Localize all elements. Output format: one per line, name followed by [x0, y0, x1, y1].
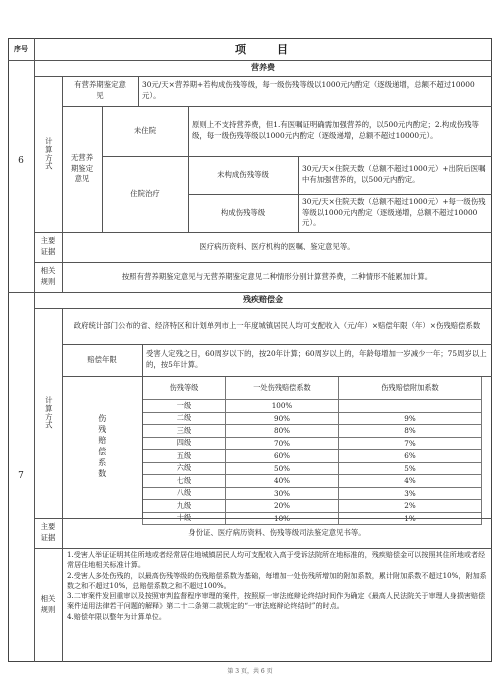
grid-line	[62, 76, 63, 292]
years-text: 受害人定残之日，60周岁以下的，按20年计算；60周岁以上的，年龄每增加一岁减少一年；75周岁以上的，按5年计算。	[146, 349, 487, 369]
hosp-no-disability-label: 未构成伤残等级	[217, 169, 269, 179]
header-seq: 序号	[14, 43, 28, 53]
section7-number: 7	[18, 471, 24, 482]
grade-row	[143, 400, 482, 413]
grid-line	[62, 376, 492, 377]
section7-title: 残疾赔偿金	[243, 294, 283, 305]
single-coef-cell: 60%	[226, 450, 339, 463]
years-label: 赔偿年限	[87, 354, 117, 364]
rule-item: 1.受害人举证证明其住所地或者经常居住地城镇居民人均可支配收入高于受诉法院所在地标准的，残疾赔偿金可以按照其住所地或者经常居住地相关标准计算。	[67, 550, 486, 570]
disability-grade-table	[142, 376, 482, 525]
grade-row	[143, 487, 482, 500]
grid-line	[34, 38, 35, 662]
extra-coef-cell: 3%	[339, 487, 482, 500]
grade-cell: 九级	[143, 500, 226, 513]
grid-line	[102, 156, 492, 157]
grid-line	[188, 106, 189, 232]
rule-item: 4.赔偿年限以整年为计算单位。	[67, 611, 166, 621]
grid-line	[62, 106, 492, 107]
grade-cell: 八级	[143, 487, 226, 500]
grade-row	[143, 500, 482, 513]
coefficient-label	[62, 376, 142, 518]
section6-rules-text: 按照有营养期鉴定意见与无营养期鉴定意见二种情形分别计算营养费，二种情形不能累加计算。	[121, 271, 433, 281]
grade-row	[143, 437, 482, 450]
section6-calc-label: 计算方式	[44, 137, 54, 171]
extra-coef-cell: 4%	[339, 475, 482, 488]
grid-line	[34, 262, 492, 263]
grade-row	[143, 450, 482, 463]
col-single-header: 一处伤残赔偿系数	[226, 377, 339, 400]
grid-line	[8, 60, 492, 61]
not-hospitalized-label: 未住院	[133, 125, 157, 135]
single-coef-cell: 80%	[226, 425, 339, 438]
hosp-disability-text: 30元/天×住院天数（总额不超过1000元）+每一级伤残等级以1000元内酌定（逐级递增，总额不超过10000元）。	[302, 196, 486, 228]
grade-row	[143, 475, 482, 488]
grade-row	[143, 462, 482, 475]
extra-coef-cell: 5%	[339, 462, 482, 475]
hospitalized-label: 住院治疗	[130, 188, 160, 198]
extra-coef-cell: 7%	[339, 437, 482, 450]
grade-cell: 六级	[143, 462, 226, 475]
with-opinion-text: 30元/天×营养期+若构成伤残等级，每一级伤残等级以1000元内酌定（逐级递增，总额不超过10000元）。	[142, 80, 475, 100]
grid-line	[8, 292, 492, 293]
grid-line	[34, 548, 492, 549]
extra-coef-cell: 8%	[339, 425, 482, 438]
grade-cell: 七级	[143, 475, 226, 488]
single-coef-cell: 40%	[226, 475, 339, 488]
grid-line	[138, 76, 139, 106]
grid-line	[62, 308, 63, 662]
extra-coef-cell: 9%	[339, 412, 482, 425]
grid-line	[34, 76, 492, 77]
section6-evidence-label: 主要证据	[40, 236, 56, 256]
grid-line	[188, 194, 492, 195]
single-coef-cell: 100%	[226, 400, 339, 413]
section6-rules-label: 相关规则	[40, 266, 56, 286]
section7-evidence-text: 身份证、医疗病历资料、伤残等级司法鉴定意见书等。	[188, 527, 366, 537]
grade-cell: 五级	[143, 450, 226, 463]
section7-rules-label: 相关规则	[40, 594, 56, 614]
grid-line	[142, 344, 143, 518]
extra-coef-cell: 6%	[339, 450, 482, 463]
no-opinion-label: 无营养期鉴定意见	[70, 152, 94, 184]
extra-coef-cell: 2%	[339, 500, 482, 513]
grade-cell: 三级	[143, 425, 226, 438]
rule-item: 3.二审案件发回重审以及按照审判监督程序审理的案件，按照原一审法庭辩论终结时间作为确定《最高人民法院关于审理人身损害赔偿案件适用法律若干问题的解释》第二十二条第二款规定的“一审法庭辩论终结时”的时点。	[67, 591, 486, 611]
rule-item: 2.受害人多处伤残的，以最高伤残等级的伤残赔偿系数为基础，每增加一处伤残所增加的附加系数，累计附加系数不超过10%，附加系数之和不超过10%，总赔偿系数之和不超过100%。	[67, 570, 487, 590]
col-extra-header: 伤残赔偿附加系数	[339, 377, 482, 400]
single-coef-cell: 20%	[226, 500, 339, 513]
section7-rules	[62, 550, 492, 662]
grade-cell: 二级	[143, 412, 226, 425]
section6-evidence-text: 医疗病历资料、医疗机构的医嘱、鉴定意见等。	[199, 241, 355, 251]
with-opinion-label: 有营养期鉴定意见	[74, 80, 126, 100]
grid-line	[34, 518, 492, 519]
grid-line	[62, 344, 492, 345]
page-footer: 第 3 页，共 6 页	[227, 668, 273, 675]
grade-row	[143, 425, 482, 438]
extra-coef-cell	[339, 400, 482, 413]
grid-line	[34, 232, 492, 233]
grade-cell: 四级	[143, 437, 226, 450]
single-coef-cell: 30%	[226, 487, 339, 500]
header-item: 项 目	[235, 43, 291, 56]
section6-title: 营养费	[251, 62, 275, 73]
extra-coef-cell: 1%	[339, 512, 482, 525]
hosp-disability-label: 构成伤残等级	[220, 207, 266, 217]
single-coef-cell: 90%	[226, 412, 339, 425]
single-coef-cell: 50%	[226, 462, 339, 475]
grade-cell: 十级	[143, 512, 226, 525]
single-coef-cell: 70%	[226, 437, 339, 450]
section7-calc-label: 计算方式	[44, 396, 54, 430]
grade-cell: 一级	[143, 400, 226, 413]
col-grade-header: 伤残等级	[143, 377, 226, 400]
single-coef-cell: 10%	[226, 512, 339, 525]
coefficient-label-text: 伤残赔偿系数	[97, 414, 107, 480]
section6-number: 6	[18, 156, 24, 167]
grid-line	[102, 106, 103, 232]
section7-evidence-label: 主要证据	[40, 522, 56, 542]
grid-line	[34, 308, 492, 309]
not-hospitalized-text: 原则上不支持营养费，但1.有医嘱证明确需加强营养的，以500元内酌定；2.构成伤残等级，每一级伤残等级以1000元内酌定（逐级递增，总额不超过10000元）。	[192, 120, 479, 140]
section7-formula: 政府统计部门公布的省、经济特区和计划单列市上一年度城镇居民人均可支配收入（元/年）×赔偿年限（年）×伤残赔偿系数	[73, 320, 481, 330]
hosp-no-disability-text: 30元/天×住院天数（总额不超过1000元）+出院后医嘱中有加强营养的，以500元内酌定。	[302, 164, 486, 184]
grade-row	[143, 412, 482, 425]
